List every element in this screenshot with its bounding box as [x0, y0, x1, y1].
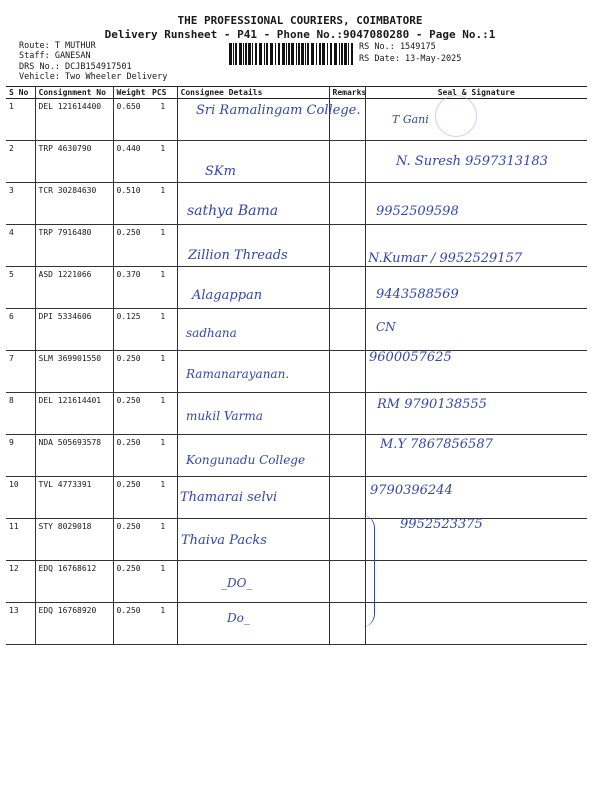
drs-number: DRS No.: DCJB154917501 — [19, 62, 132, 72]
barcode-bar — [322, 43, 325, 65]
barcode-bar — [248, 43, 251, 65]
row-weight: 0.250 — [113, 519, 149, 561]
row-remarks-cell — [329, 477, 365, 519]
consignee-handwriting: Zillion Threads — [188, 248, 288, 263]
barcode-bar — [266, 43, 268, 65]
barcode-bar — [301, 43, 304, 65]
signature-handwriting: CN — [376, 320, 396, 334]
runsheet-table — [6, 86, 587, 645]
row-signature-cell — [365, 309, 587, 351]
table-row — [6, 519, 587, 561]
row-remarks-cell — [329, 183, 365, 225]
table-row — [6, 309, 587, 351]
signature-handwriting: RM 9790138555 — [377, 397, 487, 412]
barcode-bar — [327, 43, 328, 65]
row-sno: 10 — [6, 477, 35, 519]
row-weight: 0.370 — [113, 267, 149, 309]
row-consignment-no: NDA 505693578 — [35, 435, 113, 477]
barcode-bar — [286, 43, 287, 65]
brace-mark — [362, 515, 375, 627]
table-header-row — [6, 87, 587, 99]
consignee-handwriting: Alagappan — [192, 288, 263, 303]
stamp-mark — [435, 95, 477, 137]
signature-handwriting: N.Kumar / 9952529157 — [368, 251, 523, 266]
barcode-bar — [233, 43, 234, 65]
barcode-bar — [282, 43, 285, 65]
row-weight: 0.250 — [113, 393, 149, 435]
barcode-bar — [239, 43, 242, 65]
row-weight: 0.250 — [113, 477, 149, 519]
row-pcs: 1 — [149, 435, 177, 477]
row-consignee-cell — [177, 603, 329, 645]
consignee-handwriting: SKm — [205, 164, 236, 179]
row-sno: 12 — [6, 561, 35, 603]
consignee-handwriting: sathya Bama — [187, 203, 279, 219]
col-remarks: Remarks — [329, 87, 365, 99]
barcode-image — [229, 43, 353, 65]
table-row — [6, 267, 587, 309]
barcode-bar — [307, 43, 309, 65]
vehicle-info: Vehicle: Two Wheeler Delivery — [19, 72, 168, 82]
row-remarks-cell — [329, 519, 365, 561]
barcode-bar — [243, 43, 244, 65]
signature-handwriting: 9443588569 — [376, 287, 459, 302]
consignee-handwriting: Thamarai selvi — [180, 490, 278, 505]
row-sno: 13 — [6, 603, 35, 645]
barcode-bar — [229, 43, 232, 65]
company-title: THE PROFESSIONAL COURIERS, COIMBATORE — [177, 14, 423, 27]
row-pcs: 1 — [149, 225, 177, 267]
barcode-bar — [278, 43, 280, 65]
barcode-bar — [252, 43, 253, 65]
barcode-bar — [259, 43, 262, 65]
barcode-bar — [334, 43, 337, 65]
barcode-bar — [296, 43, 297, 65]
row-sno: 9 — [6, 435, 35, 477]
row-remarks-cell — [329, 561, 365, 603]
row-remarks-cell — [329, 435, 365, 477]
row-pcs: 1 — [149, 267, 177, 309]
barcode-bar — [305, 43, 306, 65]
consignee-handwriting: Kongunadu College — [186, 453, 306, 467]
barcode-bar — [330, 43, 332, 65]
row-pcs: 1 — [149, 141, 177, 183]
col-consignee: Consignee Details — [177, 87, 329, 99]
signature-handwriting: 9952523375 — [400, 517, 483, 532]
barcode-bar — [344, 43, 347, 65]
signature-handwriting: 9790396244 — [370, 483, 453, 498]
barcode-bar — [316, 43, 317, 65]
row-consignment-no: EDQ 16768612 — [35, 561, 113, 603]
col-pcs: PCS — [149, 87, 177, 99]
row-consignment-no: SLM 369901550 — [35, 351, 113, 393]
row-weight: 0.650 — [113, 99, 149, 141]
signature-handwriting: 9952509598 — [376, 204, 459, 219]
rs-number: RS No.: 1549175 — [359, 42, 436, 52]
barcode-bar — [264, 43, 265, 65]
row-sno: 8 — [6, 393, 35, 435]
row-remarks-cell — [329, 603, 365, 645]
row-weight: 0.250 — [113, 561, 149, 603]
signature-handwriting: N. Suresh 9597313183 — [396, 154, 548, 169]
consignee-handwriting: sadhana — [186, 326, 237, 340]
staff-info: Staff: GANESAN — [19, 51, 91, 61]
barcode-bar — [288, 43, 290, 65]
barcode-bar — [348, 43, 349, 65]
row-consignment-no: TRP 7916480 — [35, 225, 113, 267]
row-remarks-cell — [329, 267, 365, 309]
barcode-bar — [319, 43, 321, 65]
row-remarks-cell — [329, 393, 365, 435]
row-sno: 1 — [6, 99, 35, 141]
col-seal-signature: Seal & Signature — [365, 87, 587, 99]
table-row — [6, 561, 587, 603]
barcode-bar — [291, 43, 294, 65]
rs-date: RS Date: 13-May-2025 — [359, 54, 462, 64]
barcode-bar — [235, 43, 237, 65]
table-row — [6, 603, 587, 645]
row-sno: 7 — [6, 351, 35, 393]
row-pcs: 1 — [149, 561, 177, 603]
row-sno: 4 — [6, 225, 35, 267]
row-signature-cell — [365, 603, 587, 645]
row-consignment-no: DEL 121614401 — [35, 393, 113, 435]
consignee-handwriting: Thaiva Packs — [181, 533, 267, 548]
row-pcs: 1 — [149, 99, 177, 141]
barcode-bar — [298, 43, 300, 65]
row-sno: 2 — [6, 141, 35, 183]
row-consignment-no: TCR 30284630 — [35, 183, 113, 225]
row-pcs: 1 — [149, 309, 177, 351]
table-row — [6, 351, 587, 393]
consignee-handwriting: _DO_ — [221, 576, 253, 590]
signature-handwriting: T Gani — [392, 113, 429, 126]
consignee-handwriting: Ramanarayanan. — [186, 367, 290, 381]
barcode-bar — [311, 43, 314, 65]
row-consignment-no: TRP 4630790 — [35, 141, 113, 183]
row-sno: 11 — [6, 519, 35, 561]
consignee-handwriting: Sri Ramalingam College. — [196, 103, 361, 118]
row-consignment-no: DEL 121614400 — [35, 99, 113, 141]
table-row — [6, 477, 587, 519]
consignee-handwriting: Do_ — [227, 611, 250, 625]
row-weight: 0.250 — [113, 225, 149, 267]
barcode-bar — [275, 43, 276, 65]
row-sno: 5 — [6, 267, 35, 309]
row-consignee-cell — [177, 141, 329, 183]
row-pcs: 1 — [149, 603, 177, 645]
row-sno: 6 — [6, 309, 35, 351]
barcode-bar — [270, 43, 273, 65]
signature-handwriting: 9600057625 — [369, 350, 452, 365]
barcode-bar — [341, 43, 343, 65]
row-weight: 0.250 — [113, 435, 149, 477]
row-weight: 0.510 — [113, 183, 149, 225]
row-pcs: 1 — [149, 183, 177, 225]
runsheet-subtitle: Delivery Runsheet - P41 - Phone No.:9047080280 - Page No.:1 — [104, 28, 496, 41]
row-remarks-cell — [329, 309, 365, 351]
col-weight: Weight — [113, 87, 149, 99]
barcode-bar — [255, 43, 257, 65]
col-consignment-no: Consignment No — [35, 87, 113, 99]
row-weight: 0.250 — [113, 603, 149, 645]
barcode-bar — [339, 43, 340, 65]
row-pcs: 1 — [149, 351, 177, 393]
signature-handwriting: M.Y 7867856587 — [380, 437, 493, 452]
col-sno: S No — [6, 87, 35, 99]
row-consignment-no: EDQ 16768920 — [35, 603, 113, 645]
row-consignment-no: STY 8029018 — [35, 519, 113, 561]
row-consignment-no: ASD 1221066 — [35, 267, 113, 309]
consignee-handwriting: mukil Varma — [186, 409, 263, 423]
row-remarks-cell — [329, 351, 365, 393]
route-info: Route: T MUTHUR — [19, 41, 96, 51]
barcode-bar — [245, 43, 247, 65]
row-weight: 0.250 — [113, 351, 149, 393]
row-consignment-no: TVL 4773391 — [35, 477, 113, 519]
row-pcs: 1 — [149, 519, 177, 561]
table-row — [6, 183, 587, 225]
row-weight: 0.125 — [113, 309, 149, 351]
row-remarks-cell — [329, 225, 365, 267]
row-signature-cell — [365, 561, 587, 603]
row-consignee-cell — [177, 561, 329, 603]
row-remarks-cell — [329, 141, 365, 183]
row-pcs: 1 — [149, 393, 177, 435]
row-consignment-no: DPI 5334606 — [35, 309, 113, 351]
table-row — [6, 393, 587, 435]
barcode-bar — [351, 43, 353, 65]
row-pcs: 1 — [149, 477, 177, 519]
row-weight: 0.440 — [113, 141, 149, 183]
row-sno: 3 — [6, 183, 35, 225]
